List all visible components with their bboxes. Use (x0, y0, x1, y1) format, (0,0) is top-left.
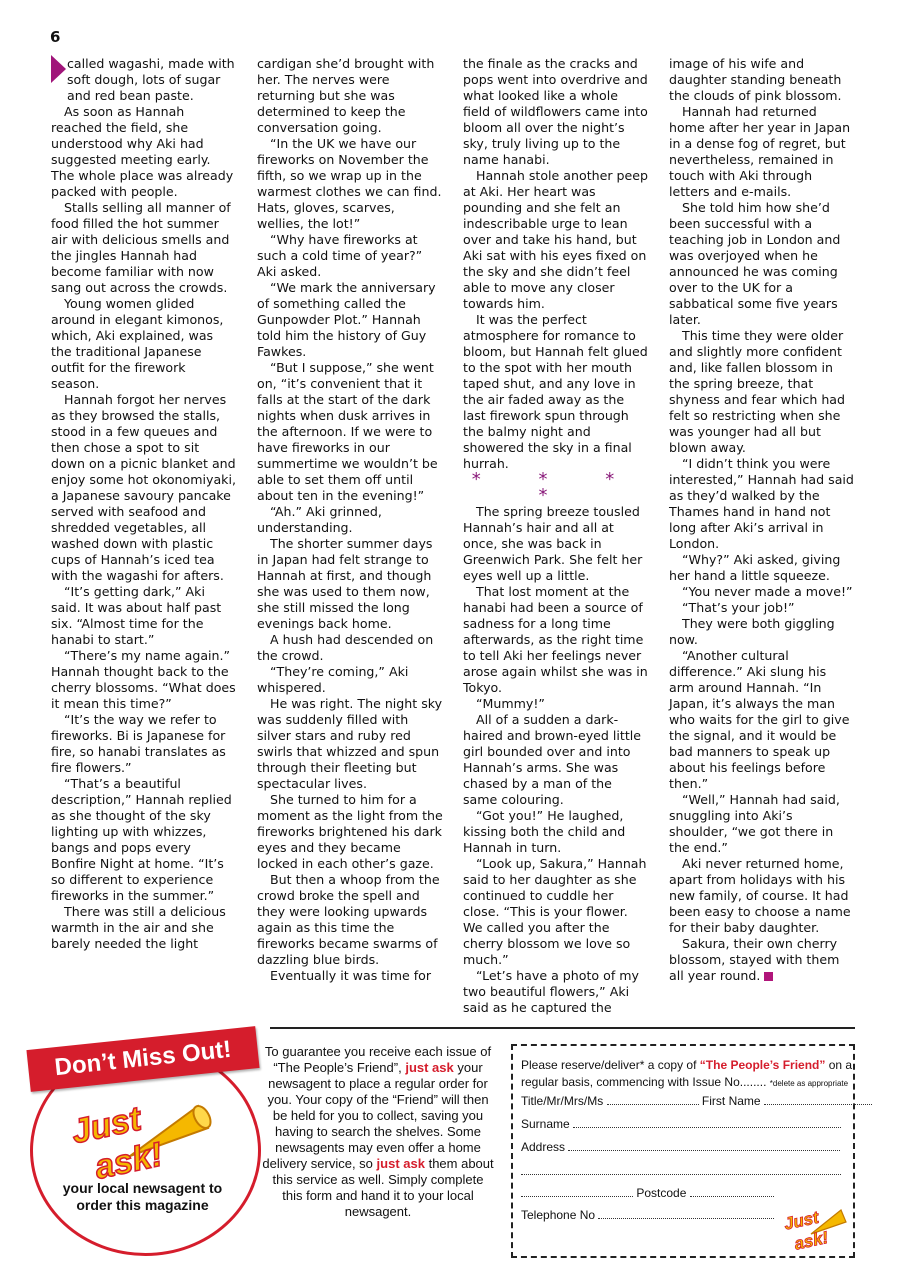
just-ask-small-logo (782, 1204, 847, 1254)
article-paragraph: Sakura, their own cherry blossom, stayed with them all year round. (669, 936, 840, 983)
article-paragraph: “Mummy!” (476, 696, 545, 711)
article-paragraph: cardigan she’d brought with her. The nerves were returning but she was determined to keep the conversation going. (257, 56, 435, 135)
article-paragraph: It was the perfect atmosphere for romance to bloom, but Hannah felt glued to the spot with her mouth taped shut, and any love in the air faded away as the last firework spun through the balmy night and showered the sky in a final hurrah. (463, 312, 648, 471)
promo-copy-1: To guarantee you receive each issue of “The People’s Friend”, (264, 1044, 492, 1075)
article-paragraph: Eventually it was time for (270, 968, 432, 983)
article-paragraph: This time they were older and slightly more confident and, like fallen blossom in the spring breeze, that shyness and fear which had felt so restricting when she was younger had all but blown away. (669, 328, 846, 455)
address-field[interactable] (568, 1140, 840, 1151)
article-column-2 (257, 56, 443, 984)
article-paragraph: “It’s getting dark,” Aki said. It was about half past six. “Almost time for the hanabi to start.” (51, 584, 222, 647)
article-paragraph: She turned to him for a moment as the light from the fireworks brightened his dark eyes and they became locked in each other’s gaze. (257, 792, 443, 871)
form-postcode-row (521, 1186, 845, 1201)
article-paragraph: “I didn’t think you were interested,” Hannah had said as they’d walked by the Thames hand in hand not long after Aki’s arrival in London. (669, 456, 854, 551)
promo-circle-text: your local newsagent to order this magazine (62, 1180, 223, 1213)
article-paragraph: “It’s the way we refer to fireworks. Bi is Japanese for fire, so hanabi translates as fire flowers.” (51, 712, 226, 775)
address-field-3[interactable] (521, 1186, 633, 1197)
article-column-3 (463, 56, 649, 1016)
section-break-stars: * * * * (471, 469, 641, 506)
form-intro-line-2 (521, 1075, 849, 1091)
article-paragraph: Young women glided around in elegant kimonos, which, Aki explained, was the traditional Japanese outfit for the firework season. (51, 296, 224, 391)
article-paragraph: “Look up, Sakura,” Hannah said to her daughter as she continued to cuddle her close. “This is your flower. We called you after the cherry blossom we love so much.” (463, 856, 647, 967)
end-of-story-marker (764, 972, 773, 981)
article-paragraph: “Ah.” Aki grinned, understanding. (257, 504, 382, 535)
form-address-row (521, 1140, 845, 1155)
page-number: 6 (50, 28, 61, 46)
form-intro-line-1 (521, 1058, 853, 1073)
article-column-3-part-b (463, 504, 649, 1016)
article-paragraph: “That’s your job!” (682, 600, 795, 615)
article-paragraph: There was still a delicious warmth in the air and she barely needed the light (51, 904, 226, 951)
article-paragraph: the finale as the cracks and pops went into overdrive and what looked like a whole field of wildflowers came into bloom all over the night’s sky, truly living up to the name hanabi. (463, 56, 648, 167)
article-paragraph: She told him how she’d been successful with a teaching job in London and was overjoyed when he announced he was coming over to the UK for a sabbatical some five years later. (669, 200, 841, 327)
dont-miss-out-banner: Don’t Miss Out! (26, 1026, 259, 1092)
form-intro-2: on a (828, 1058, 853, 1072)
telephone-field[interactable] (598, 1208, 774, 1219)
article-paragraph: As soon as Hannah reached the field, she understood why Aki had suggested meeting early. The whole place was already packed with people. (51, 104, 234, 199)
article-paragraph: A hush had descended on the crowd. (257, 632, 434, 663)
article-paragraph: Stalls selling all manner of food filled the hot summer air with delicious smells and the jingles Hannah had become familiar with now sang out across the crowds. (51, 200, 231, 295)
address-label: Address (521, 1140, 566, 1154)
form-address-row-2 (521, 1164, 845, 1179)
address-field-2[interactable] (521, 1164, 841, 1175)
promo-copy-2: your newsagent to place a regular order for you. Your copy of the “Friend” will then be held for you to collect, saving you having to search the shelves. Some newsagents may even offer a home delivery service, so (262, 1060, 489, 1171)
article-column-3-part-a (463, 56, 649, 472)
telephone-label: Telephone No (521, 1208, 596, 1222)
form-title-row (521, 1094, 845, 1109)
svg-text:ask!: ask! (792, 1227, 830, 1254)
article-paragraph: He was right. The night sky was suddenly filled with silver stars and ruby red swirls that whizzed and spun through their fleeting but spectacular lives. (257, 696, 443, 791)
form-intro-3: regular basis, commencing with Issue No........ (521, 1075, 767, 1089)
form-footnote: *delete as appropriate (769, 1079, 849, 1088)
article-paragraph: “There’s my name again.” Hannah thought back to the cherry blossoms. “What does it mean this time?” (51, 648, 236, 711)
form-magazine-name: “The People’s Friend” (699, 1058, 826, 1072)
article-paragraph: All of a sudden a dark-haired and brown-eyed little girl bounded over and into Hannah’s arms. She was chased by a man of the same colouring. (463, 712, 642, 807)
just-ask-logo (68, 1098, 210, 1187)
article-paragraph: Hannah stole another peep at Aki. Her heart was pounding and she felt an indescribable urge to lean over and take his hand, but Aki sat with his eyes fixed on the sky and she didn’t feel able to move any closer towards him. (463, 168, 649, 311)
first-name-field[interactable] (764, 1094, 872, 1105)
promo-copy-3: them about this service as well. Simply complete this form and hand it to your local newsagent. (272, 1156, 494, 1219)
article-column-4 (669, 56, 855, 984)
title-label: Title/Mr/Mrs/Ms (521, 1094, 604, 1108)
article-column-1 (51, 56, 237, 952)
article-paragraph: That lost moment at the hanabi had been a source of sadness for a long time afterwards, as the right time to tell Aki her feelings never arose again whilst she was in Tokyo. (463, 584, 648, 695)
article-paragraph: Aki never returned home, apart from holidays with his new family, of course. It had been easy to choose a name for their baby daughter. (669, 856, 851, 935)
article-paragraph: “Got you!” He laughed, kissing both the child and Hannah in turn. (463, 808, 626, 855)
svg-text:Just: Just (782, 1207, 821, 1234)
surname-field[interactable] (573, 1117, 841, 1128)
divider-rule (270, 1027, 855, 1029)
article-paragraph: The spring breeze tousled Hannah’s hair and all at once, she was back in Greenwich Park. She felt her eyes well up a little. (463, 504, 643, 583)
just-ask-highlight-2: just ask (376, 1156, 425, 1171)
just-ask-highlight-1: just ask (405, 1060, 454, 1075)
surname-label: Surname (521, 1117, 570, 1131)
article-paragraph: The shorter summer days in Japan had felt strange to Hannah at first, and though she was used to them now, she still missed the long evenings back home. (257, 536, 433, 631)
article-paragraph: called wagashi, made with soft dough, lots of sugar and red bean paste. (67, 56, 235, 103)
article-paragraph: image of his wife and daughter standing beneath the clouds of pink blossom. (669, 56, 842, 103)
article-paragraph: “That’s a beautiful description,” Hannah replied as she thought of the sky lighting up with whizzes, bangs and pops every Bonfire Night at home. “It’s so different to experience fireworks in the summer.” (51, 776, 232, 903)
article-paragraph: “Why?” Aki asked, giving her hand a little squeeze. (669, 552, 841, 583)
article-paragraph: “Why have fireworks at such a cold time of year?” Aki asked. (257, 232, 423, 279)
article-paragraph: “In the UK we have our fireworks on November the fifth, so we wrap up in the warmest clothes we can find. Hats, gloves, scarves, wellies, the lot!” (257, 136, 442, 231)
form-surname-row (521, 1117, 845, 1132)
article-paragraph: “They’re coming,” Aki whispered. (257, 664, 409, 695)
svg-text:ask!: ask! (91, 1135, 166, 1187)
article-paragraph: “Another cultural difference.” Aki slung his arm around Hannah. “In Japan, it’s always the man who waits for the girl to give the signal, and it would be bad manners to speak up about his feelings before then.” (669, 648, 850, 791)
article-paragraph: They were both giggling now. (669, 616, 835, 647)
first-name-label: First Name (701, 1094, 761, 1108)
title-field[interactable] (607, 1094, 699, 1105)
postcode-field[interactable] (690, 1186, 774, 1197)
article-paragraph: Hannah forgot her nerves as they browsed the stalls, stood in a few queues and then chose a spot to sit down on a picnic blanket and enjoy some hot okonomiyaki, a Japanese savoury pancake served with seafood and shredded vegetables, all washed down with plastic cups of Hannah’s iced tea with the wagashi for afters. (51, 392, 236, 583)
newsagent-order-form (511, 1044, 855, 1258)
article-paragraph: “Well,” Hannah had said, snuggling into Aki’s shoulder, “we got there in the end.” (669, 792, 840, 855)
article-paragraph: But then a whoop from the crowd broke the spell and they were looking upwards again as this time the fireworks became swarms of dazzling blue birds. (257, 872, 440, 967)
postcode-label: Postcode (636, 1186, 687, 1200)
form-intro-1: Please reserve/deliver* a copy of (521, 1058, 697, 1072)
svg-text:Just: Just (68, 1099, 145, 1152)
article-paragraph: “You never made a move!” (682, 584, 853, 599)
promo-copy (262, 1044, 494, 1220)
article-paragraph: “But I suppose,” she went on, “it’s convenient that it falls at the start of the dark nights when dusk arrives in the afternoon. If we were to have fireworks in our summertime we wouldn’t be able to set them off until about ten in the evening!” (257, 360, 438, 503)
article-paragraph: Hannah had returned home after her year in Japan in a dense fog of regret, but nevertheless, remained in touch with Aki through letters and e-mails. (669, 104, 851, 199)
article-paragraph: “We mark the anniversary of something called the Gunpowder Plot.” Hannah told him the history of Guy Fawkes. (257, 280, 436, 359)
article-paragraph: “Let’s have a photo of my two beautiful flowers,” Aki said as he captured the (463, 968, 639, 1015)
